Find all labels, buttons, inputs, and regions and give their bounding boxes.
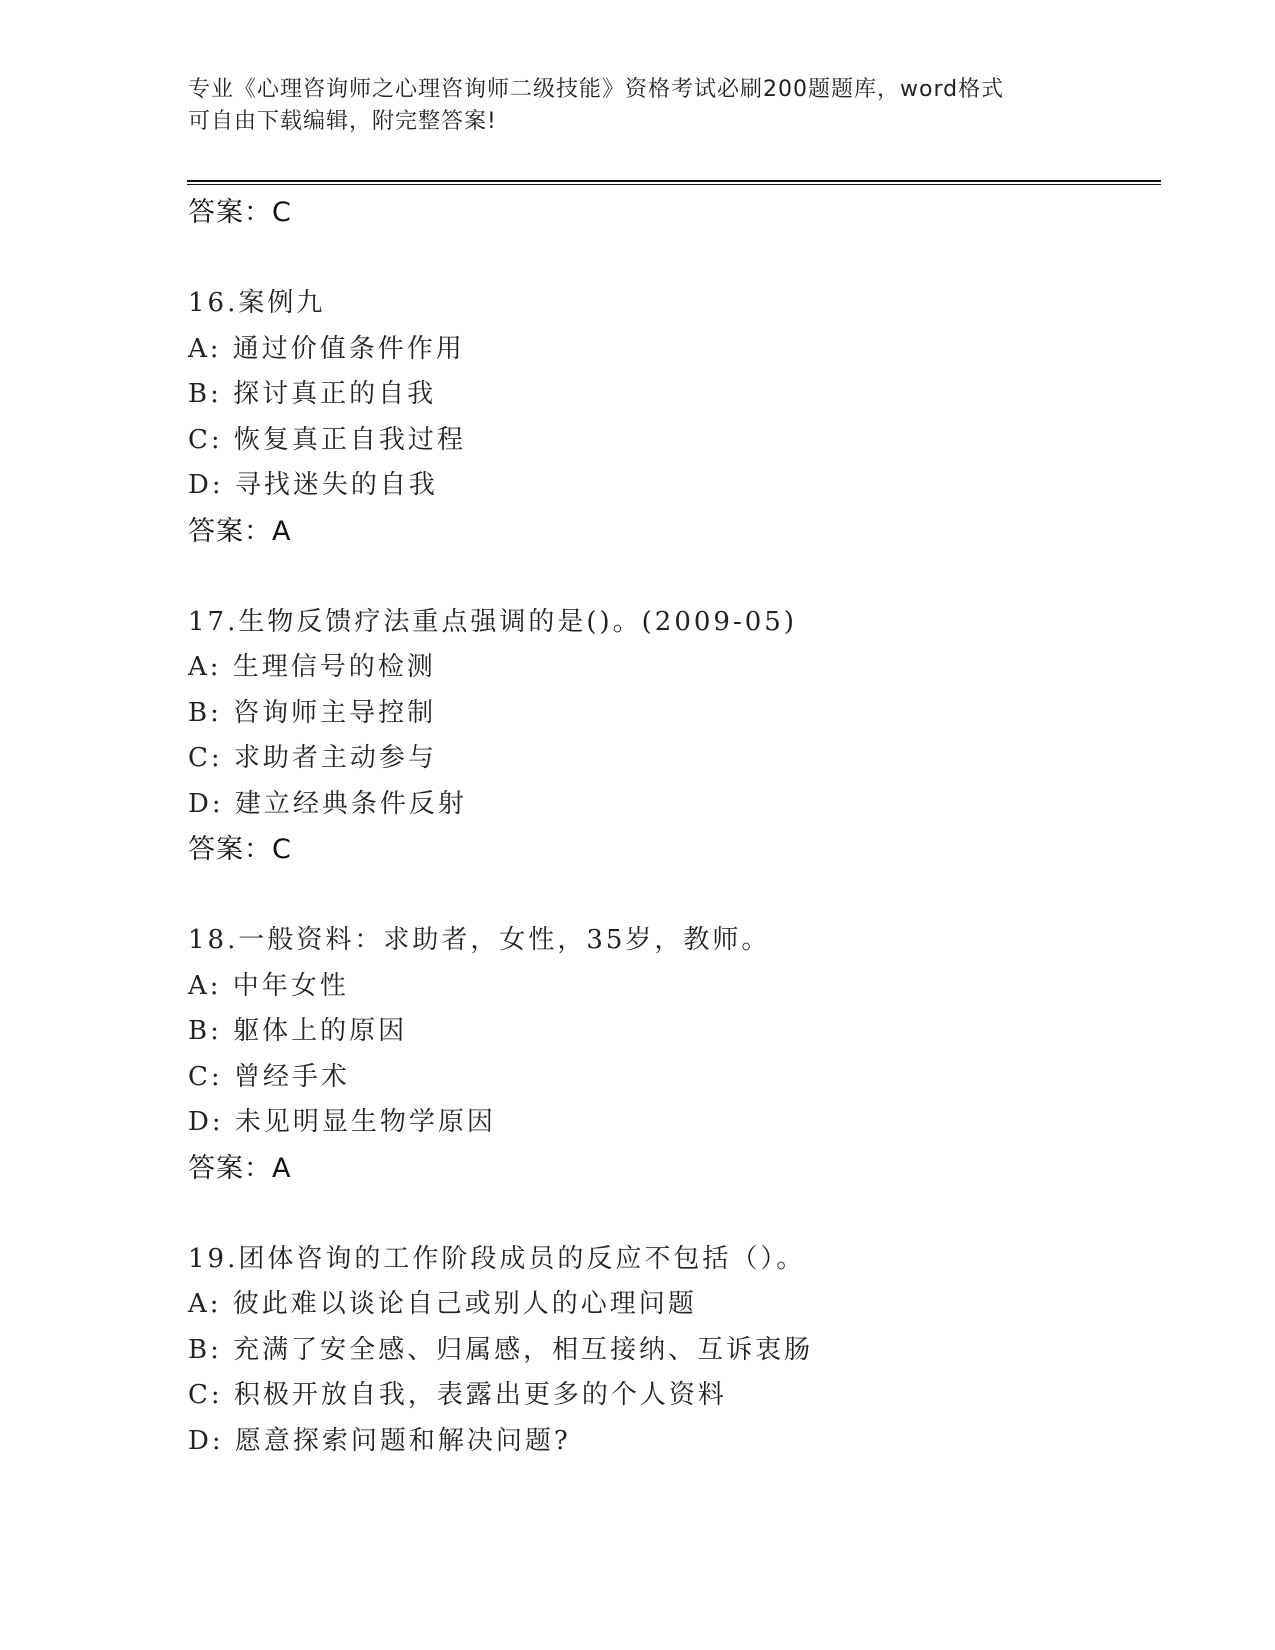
question-block-16 [188,281,1148,554]
option-a: A: 通过价值条件作用 [188,333,465,364]
question-stem: 16.案例九 [188,288,326,318]
option-d: D: 寻找迷失的自我 [188,470,438,500]
answer-line: 答案：A [188,515,292,547]
option-b: B: 探讨真正的自我 [188,379,437,409]
header-title-line-1: 专业《心理咨询师之心理咨询师二级技能》资格考试必刷200题题库，word格式 [188,77,1005,102]
question-block-18 [188,918,1148,1191]
option-a: A: 生理信号的检测 [188,652,436,682]
option-c: C: 积极开放自我，表露出更多的个人资料 [188,1380,727,1410]
spacer [188,1191,1148,1237]
question-content [188,190,1148,1464]
option-a: A: 中年女性 [188,970,349,1001]
spacer [188,236,1148,282]
header-divider-thin [187,184,1161,185]
document-header [188,74,1088,138]
answer-line: 答案：C [188,834,292,865]
option-c: C: 恢复真正自我过程 [188,424,466,455]
answer-line: 答案：A [188,1152,292,1184]
question-stem: 19.团体咨询的工作阶段成员的反应不包括（）。 [188,1243,806,1274]
question-block-17 [188,600,1148,873]
question-stem: 17.生物反馈疗法重点强调的是()。(2009-05) [188,606,797,637]
question-stem: 18.一般资料：求助者，女性，35岁，教师。 [188,925,771,955]
option-c: C: 曾经手术 [188,1061,350,1092]
header-title-line-2: 可自由下载编辑，附完整答案! [188,109,497,134]
spacer [188,554,1148,600]
option-d: D: 建立经典条件反射 [188,788,467,819]
option-d: D: 愿意探索问题和解决问题? [188,1425,571,1456]
option-b: B: 躯体上的原因 [188,1016,408,1046]
option-a: A: 彼此难以谈论自己或别人的心理问题 [188,1289,697,1319]
option-b: B: 充满了安全感、归属感，相互接纳、互诉衷肠 [188,1334,814,1365]
previous-answer: 答案：C [188,197,292,228]
option-c: C: 求助者主动参与 [188,743,437,773]
header-divider-thick [187,180,1161,182]
question-block-19 [188,1237,1148,1465]
option-b: B: 咨询师主导控制 [188,697,437,728]
option-d: D: 未见明显生物学原因 [188,1107,496,1137]
spacer [188,873,1148,919]
